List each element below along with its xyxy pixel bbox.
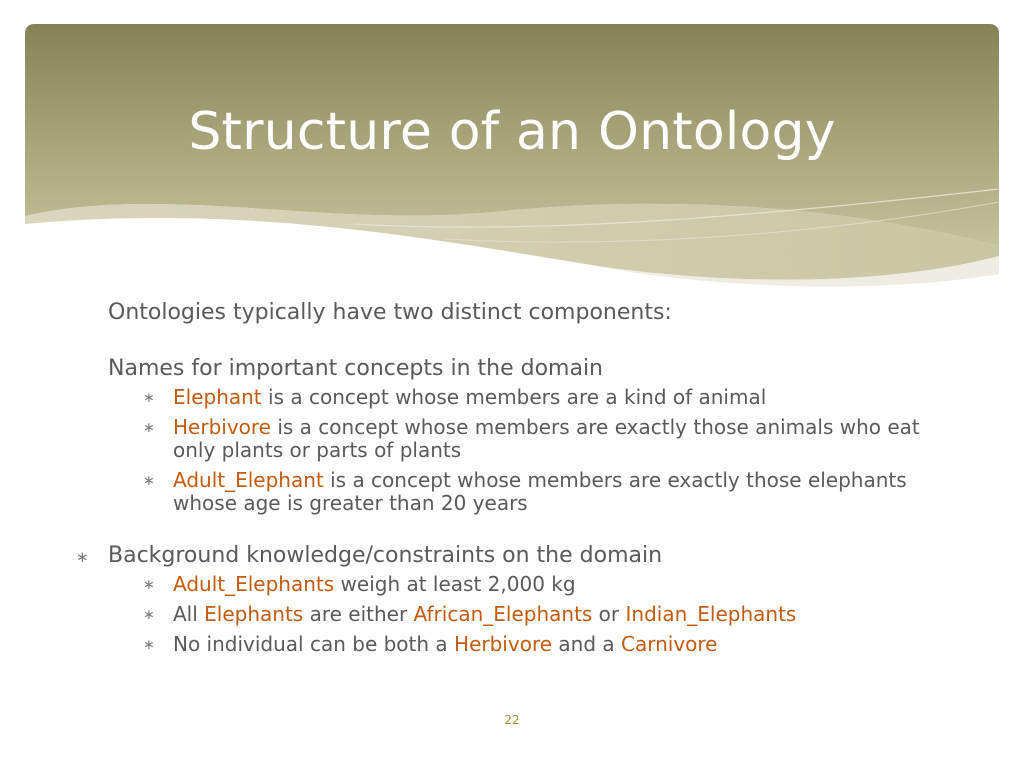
item-text: is a concept whose members are exactly those elephants whose age is greater than 20 years (173, 468, 907, 515)
item-text: is a concept whose members are a kind of animal (261, 385, 767, 409)
concept-term: Elephants (204, 602, 304, 626)
list-item (108, 573, 928, 596)
concept-term: Elephant (173, 385, 262, 409)
asterisk-bullet-icon: ∗ (143, 420, 155, 436)
page-number: 22 (504, 713, 520, 727)
list-item (108, 386, 928, 409)
asterisk-bullet-icon: ∗ (143, 473, 155, 489)
item-text: No individual can be both a (173, 632, 455, 656)
intro-line: Ontologies typically have two distinct components: (108, 300, 672, 325)
section2-list (108, 573, 928, 656)
list-item (108, 633, 928, 656)
section2-heading-text: Background knowledge/constraints on the domain (108, 543, 663, 568)
section2-heading (76, 541, 928, 571)
asterisk-bullet-icon: ∗ (143, 607, 155, 623)
asterisk-bullet-icon: ∗ (76, 548, 89, 566)
item-text: or (592, 602, 626, 626)
item-text: All (173, 602, 205, 626)
concept-term: Adult_Elephant (173, 468, 324, 492)
item-text: is a concept whose members are exactly those animals who eat only plants or parts of plants (173, 415, 920, 462)
concept-term: African_Elephants (413, 602, 593, 626)
concept-term: Carnivore (621, 632, 718, 656)
slide-title: Structure of an Ontology (188, 102, 836, 162)
asterisk-bullet-icon: ∗ (143, 390, 155, 406)
list-item (108, 603, 928, 626)
item-text: weigh at least 2,000 kg (334, 572, 576, 596)
item-text: are either (303, 602, 414, 626)
concept-term: Herbivore (173, 415, 271, 439)
title-banner (25, 24, 999, 294)
section1-list (108, 386, 928, 515)
concept-term: Indian_Elephants (625, 602, 797, 626)
list-item (108, 469, 928, 515)
list-item (108, 416, 928, 462)
asterisk-bullet-icon: ∗ (143, 637, 155, 653)
concept-term: Adult_Elephants (173, 572, 335, 596)
concept-term: Herbivore (454, 632, 553, 656)
item-text: and a (552, 632, 621, 656)
section1-heading: Names for important concepts in the domain (108, 356, 603, 381)
slide-body (76, 298, 928, 663)
asterisk-bullet-icon: ∗ (143, 577, 155, 593)
